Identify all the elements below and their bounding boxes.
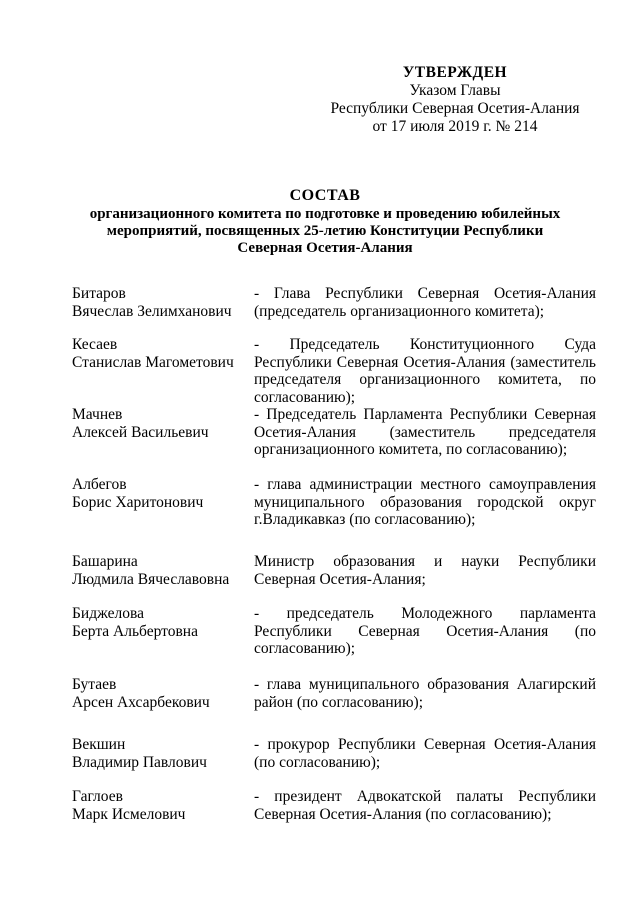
approved-by-decree: Указом Главы	[409, 82, 501, 99]
member-role: - председатель Молодежного парламента Республики Северная Осетия-Алания (по согласованию);	[254, 605, 596, 657]
approval-stamp	[320, 64, 590, 136]
member-surname: Бутаев	[72, 676, 117, 693]
member-surname: Кесаев	[72, 336, 118, 353]
approved-republic: Республики Северная Осетия-Алания	[330, 100, 580, 117]
heading-line-1: организационного комитета по подготовке и проведению юбилейных	[89, 206, 561, 222]
member-name	[72, 676, 254, 711]
member-given-name: Арсен Ахсарбекович	[72, 693, 210, 711]
member-role: - глава администрации местного самоуправления муниципального образования городской округ г.Владикавказ (по согласованию);	[254, 476, 596, 528]
member-given-name: Алексей Васильевич	[72, 423, 209, 441]
member-name	[72, 285, 254, 320]
member-surname: Битаров	[72, 285, 126, 302]
member-entry	[72, 553, 596, 588]
member-surname: Биджелова	[72, 605, 144, 622]
member-surname: Албегов	[72, 476, 127, 493]
member-name	[72, 406, 254, 441]
member-role: - глава муниципального образования Алагирский район (по согласованию);	[254, 676, 596, 711]
heading-line-3: Северная Осетия-Алания	[237, 240, 413, 256]
member-entry	[72, 336, 596, 406]
member-surname: Мачнев	[72, 406, 123, 423]
member-entry	[72, 406, 596, 458]
member-role: - Председатель Парламента Республики Северная Осетия-Алания (заместитель председателя организационного комитета, по согласованию);	[254, 406, 596, 458]
member-entry	[72, 736, 596, 771]
document-title: СОСТАВ	[289, 187, 361, 204]
member-role: - президент Адвокатской палаты Республики Северная Осетия-Алания (по согласованию);	[254, 788, 596, 823]
member-name	[72, 336, 254, 371]
member-entry	[72, 285, 596, 320]
member-entry	[72, 788, 596, 823]
member-entry	[72, 476, 596, 528]
member-given-name: Марк Исмелович	[72, 805, 186, 823]
member-name	[72, 476, 254, 511]
member-name	[72, 605, 254, 640]
member-name	[72, 788, 254, 823]
approved-label: УТВЕРЖДЕН	[402, 64, 508, 81]
approved-date-number: от 17 июля 2019 г. № 214	[372, 118, 538, 135]
member-surname: Башарина	[72, 553, 138, 570]
member-surname: Гаглоев	[72, 788, 123, 805]
member-entry	[72, 605, 596, 657]
member-role: - прокурор Республики Северная Осетия-Алания (по согласованию);	[254, 736, 596, 771]
member-given-name: Владимир Павлович	[72, 753, 207, 771]
member-role: - Глава Республики Северная Осетия-Алания (председатель организационного комитета);	[254, 285, 596, 320]
member-given-name: Станислав Магометович	[72, 353, 234, 371]
member-given-name: Людмила Вячеславовна	[72, 570, 230, 588]
member-given-name: Берта Альбертовна	[72, 622, 198, 640]
member-name	[72, 736, 254, 771]
member-role: - Председатель Конституционного Суда Республики Северная Осетия-Алания (заместитель председателя организационного комитета, по согласованию);	[254, 336, 596, 406]
document-heading	[70, 186, 580, 257]
member-entry	[72, 676, 596, 711]
member-surname: Векшин	[72, 736, 126, 753]
member-role: Министр образования и науки Республики Северная Осетия-Алания;	[254, 553, 596, 588]
member-name	[72, 553, 254, 588]
member-given-name: Вячеслав Зелимханович	[72, 302, 232, 320]
heading-line-2: мероприятий, посвященных 25-летию Конституции Республики	[106, 223, 544, 239]
member-given-name: Борис Харитонович	[72, 493, 204, 511]
